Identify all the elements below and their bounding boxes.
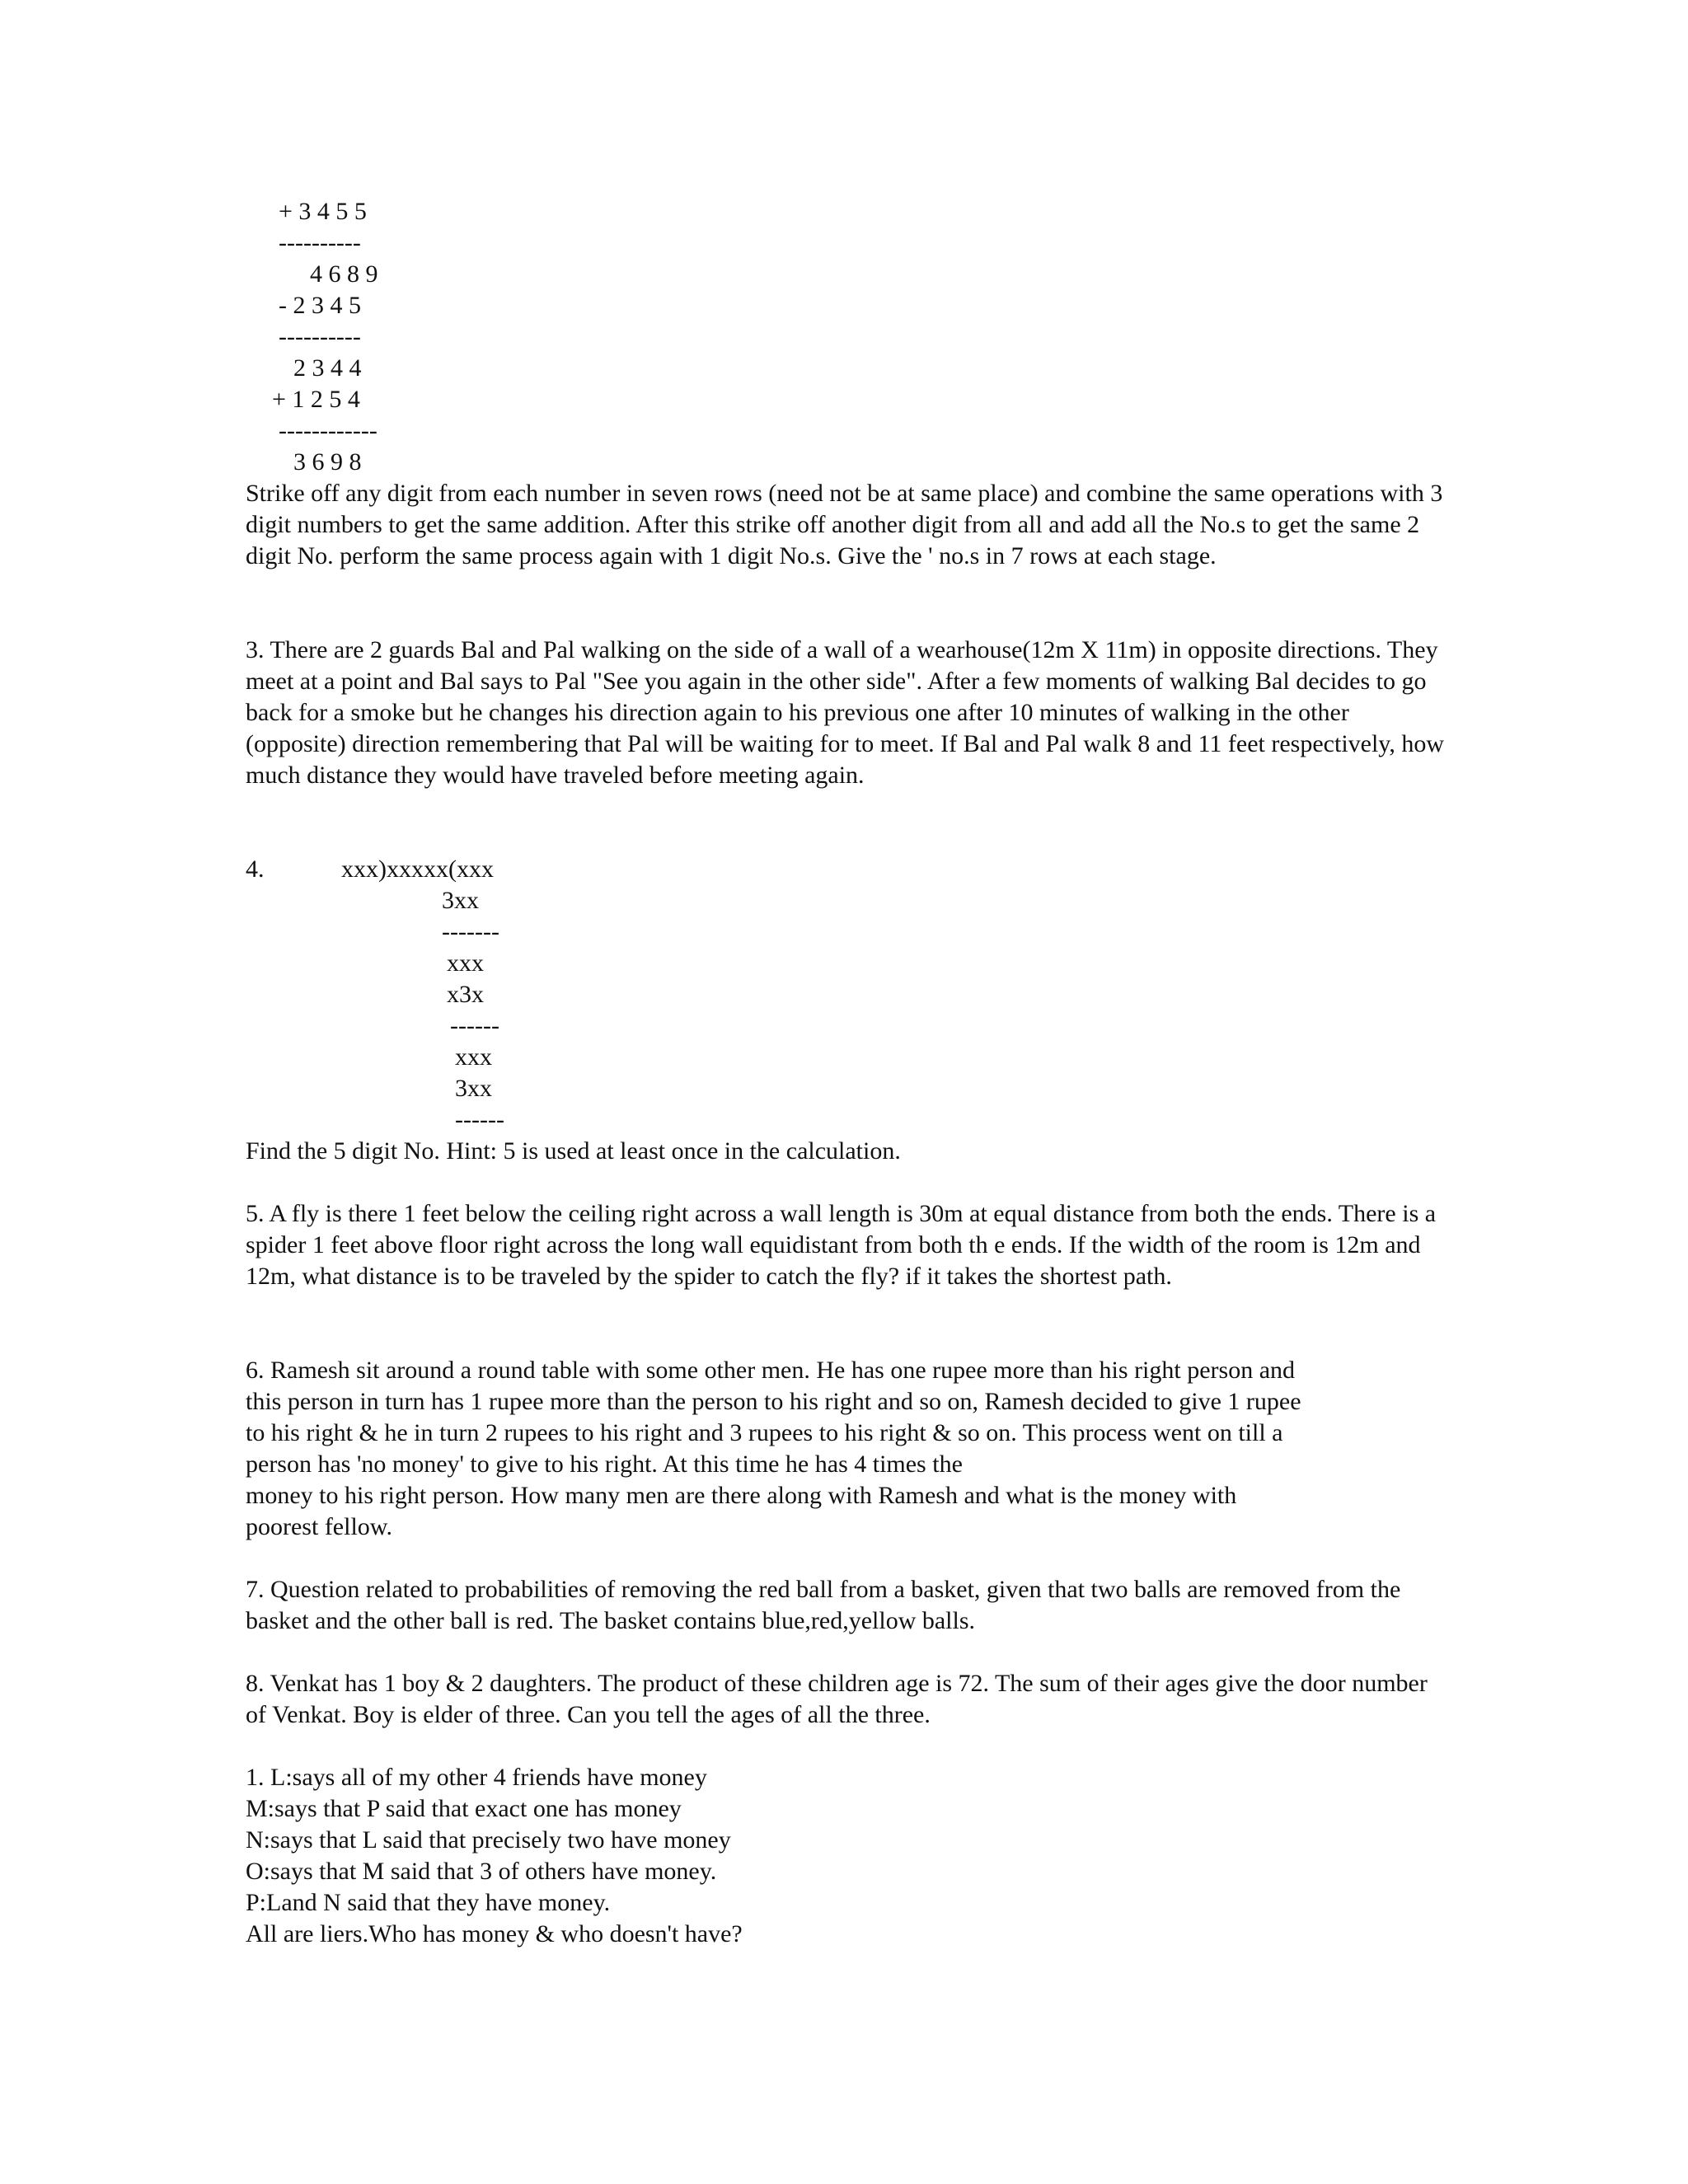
division-line: xxx [447,949,484,977]
division-line: xxx)xxxxx(xxx [341,855,494,883]
question-1-line: N:says that L said that precisely two have money [246,1826,731,1854]
division-line: xxx [455,1043,492,1071]
question-3-text: 3. There are 2 guards Bal and Pal walking on the side of a wall of a wearhouse(12m X 11m) in opposite directions. They meet at a point and Bal says to Pal "See you again in the other side". After a few moments of walking Bal decides to go back for a smoke but he changes his direction again to his previous one after 10 minutes of walking in the other (opposite) direction remembering that Pal will be waiting for to meet. If Bal and Pal walk 8 and 11 feet respectively, how much distance they would have traveled before meeting again. [246,636,1445,789]
question-2-text: Strike off any digit from each number in seven rows (need not be at same place) and combine the same operations with 3 digit numbers to get the same addition. After this strike off another digit from all and add all the No.s to get the same 2 digit No. perform the same process again with 1 digit No.s. Give the ' no.s in 7 rows at each stage. [246,480,1443,569]
question-6-line: money to his right person. How many men are there along with Ramesh and what is the money with [246,1482,1237,1509]
question-4-number: 4. [246,855,265,883]
question-5-text: 5. A fly is there 1 feet below the ceiling right across a wall length is 30m at equal distance from both the ends. There is a spider 1 feet above floor right across the long wall equidistant from both th e ends. If the width of the room is 12m and 12m, what distance is to be traveled by the spider to catch the fly? if it takes the shortest path. [246,1200,1437,1290]
question-6-line: 6. Ramesh sit around a round table with some other men. He has one rupee more than his right person and [246,1357,1296,1384]
division-line: ------ [450,1012,499,1039]
calc1-line: 3 6 9 8 [293,448,362,476]
question-1-line: M:says that P said that exact one has money [246,1795,682,1822]
question-1-line: P:Land N said that they have money. [246,1889,611,1916]
question-1-line: O:says that M said that 3 of others have money. [246,1858,717,1885]
division-line: 3xx [442,887,479,914]
question-1-line: 1. L:says all of my other 4 friends have money [246,1764,707,1791]
question-6-line: this person in turn has 1 rupee more than the person to his right and so on, Ramesh decided to give 1 rupee [246,1388,1301,1415]
calc1-line: 4 6 8 9 [310,260,378,288]
calc1-line: 2 3 4 4 [293,354,362,382]
question-6-line: person has 'no money' to give to his right. At this time he has 4 times the [246,1451,963,1478]
calc1-line: - 2 3 4 5 [279,292,361,319]
question-6-line: poorest fellow. [246,1513,393,1540]
question-4-text: Find the 5 digit No. Hint: 5 is used at least once in the calculation. [246,1137,901,1165]
calc1-line: + 3 4 5 5 [279,198,367,225]
division-line: 3xx [455,1075,492,1102]
calc1-line: + 1 2 5 4 [272,386,360,413]
question-1-line: All are liers.Who has money & who doesn't have? [246,1920,743,1947]
calc1-line: ------------ [279,417,377,444]
question-8-text: 8. Venkat has 1 boy & 2 daughters. The product of these children age is 72. The sum of their ages give the door number of Venkat. Boy is elder of three. Can you tell the ages of all the three. [246,1670,1428,1728]
division-line: ------ [455,1106,504,1133]
division-line: ------- [442,918,499,945]
question-7-text: 7. Question related to probabilities of removing the red ball from a basket, given that two balls are removed from the basket and the other ball is red. The basket contains blue,red,yellow balls. [246,1576,1401,1634]
calc1-line: ---------- [279,229,361,256]
calc1-line: ---------- [279,323,361,350]
division-line: x3x [447,981,484,1008]
question-6-line: to his right & he in turn 2 rupees to his right and 3 rupees to his right & so on. This process went on till a [246,1419,1283,1446]
